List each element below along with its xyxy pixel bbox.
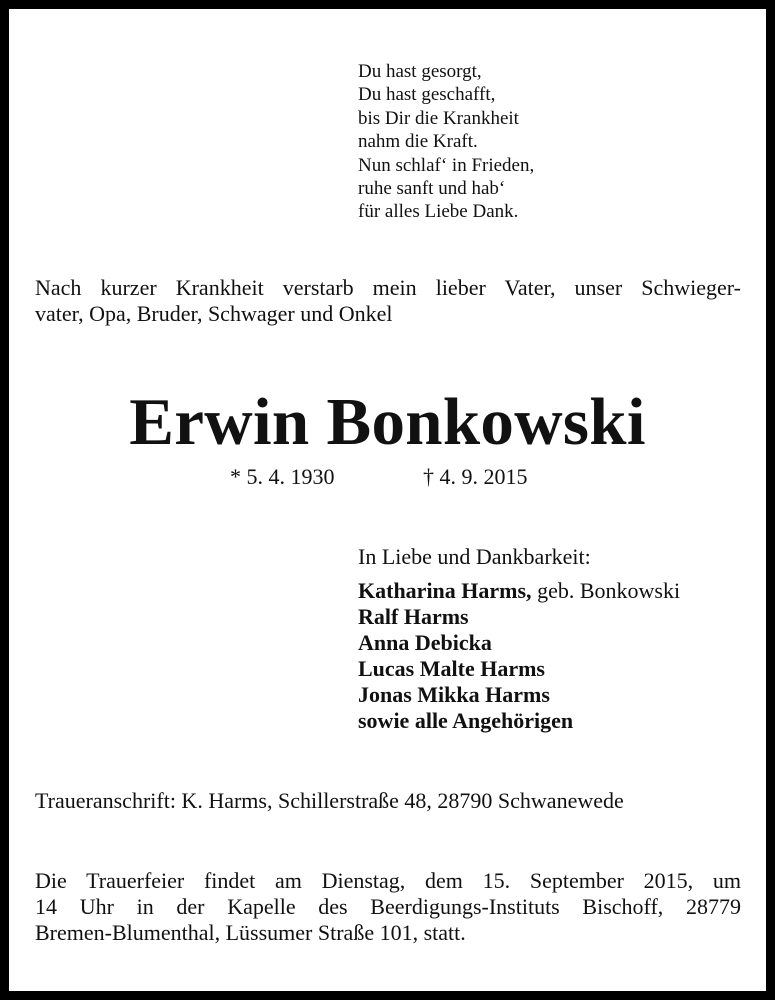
poem <box>358 60 534 224</box>
mourner: sowie alle Angehörigen <box>358 708 574 733</box>
intro-line: vater, Opa, Bruder, Schwager und Onkel <box>35 300 393 326</box>
mourners <box>358 544 680 734</box>
deceased-name: Erwin Bonkowski <box>129 385 646 459</box>
maiden-name: geb. Bonkowski <box>531 578 681 603</box>
birth-date: * 5. 4. 1930 <box>230 464 335 489</box>
poem-line: Du hast geschafft, <box>358 84 496 106</box>
mourner: Anna Debicka <box>358 630 492 655</box>
funeral-info <box>35 868 741 946</box>
poem-line: nahm die Kraft. <box>358 131 478 153</box>
mourners-heading: In Liebe und Dankbarkeit: <box>358 544 591 569</box>
intro-text <box>35 275 741 326</box>
death-date: † 4. 9. 2015 <box>423 464 528 489</box>
mourner-name: Katharina Harms, <box>358 578 532 603</box>
poem-line: bis Dir die Krankheit <box>358 107 519 129</box>
funeral-line: Die Trauerfeier findet am Dienstag, dem 15. September 2015, um <box>35 868 741 893</box>
poem-line: für alles Liebe Dank. <box>358 201 519 223</box>
mourner: Jonas Mikka Harms <box>358 682 550 707</box>
poem-line: Du hast gesorgt, <box>358 61 482 82</box>
mourner: Lucas Malte Harms <box>358 656 545 681</box>
funeral-line: 14 Uhr in der Kapelle des Beerdigungs-Instituts Bischoff, 28779 <box>35 894 741 919</box>
funeral-line: Bremen-Blumenthal, Lüssumer Straße 101, statt. <box>35 920 466 945</box>
intro-line: Nach kurzer Krankheit verstarb mein lieber Vater, unser Schwieger- <box>35 275 741 300</box>
mourner <box>358 578 680 604</box>
mourner: Ralf Harms <box>358 604 469 629</box>
poem-line: ruhe sanft und hab‘ <box>358 178 506 200</box>
mourning-address: Traueranschrift: K. Harms, Schillerstraße 48, 28790 Schwanewede <box>35 788 624 813</box>
poem-line: Nun schlaf‘ in Frieden, <box>358 154 535 176</box>
